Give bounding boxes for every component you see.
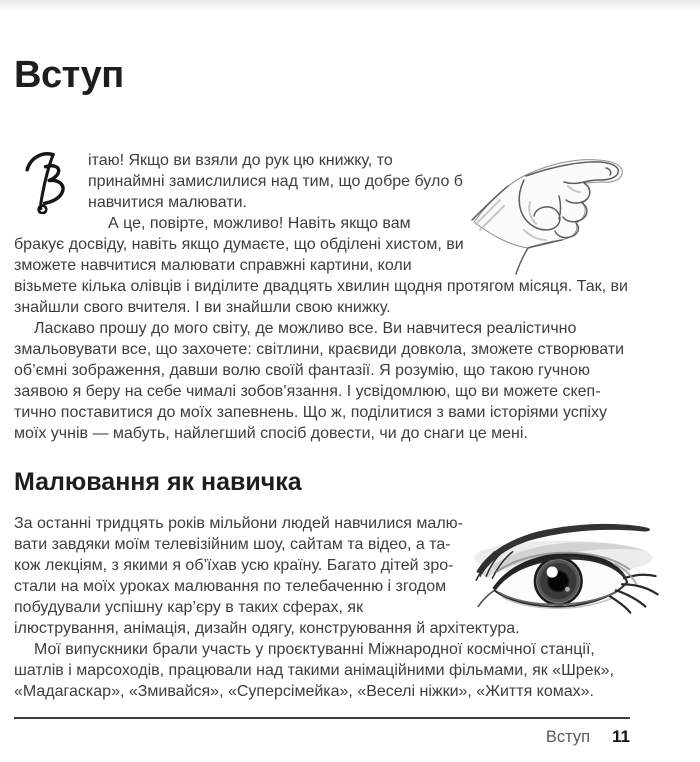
footer-page-number: 11 (612, 727, 630, 746)
page-footer (14, 717, 630, 747)
intro-paragraph-2: А це, повірте, можливо! Навіть якщо вам бракує досвіду, навіть якщо думаєте, що обділені хистом, ви зможете навчитися малювати справжні картини, коли візьмете кілька олівців і виділите двадцять хвилин щодня протягом місяця. Так, ви знайшли свого вчителя. І ви знайшли свою книжку. (14, 215, 628, 316)
section-heading: Малювання як навичка (14, 468, 302, 496)
eye-icon (462, 513, 690, 625)
skill-section (14, 513, 634, 702)
intro-paragraph-3: Ласкаво прошу до мого світу, де можливо все. Ви навчитеся реалістично змальовувати все, що захочете: світлини, краєвиди довкола, зможете створювати об’ємні зображення, давши волю своїй фантазії. Я розумію, що такою гучною заявою я беру на себе чималі зобов’язання. І усвідомлюю, що ви можете скептично поставитися до моїх запевнень. Що ж, поділитися з вами історіями успіху моїх учнів — мабуть, найлегший спосіб довести, чи до снаги це мені. (14, 320, 625, 442)
skill-paragraph-1: За останні тридцять років мільйони людей навчилися малювати завдяки моїм телевізійним шоу, сайтам та відео, а також лекціям, з якими я об’їхав усю країну. Багато дітей зростали на моїх уроках малювання по телебаченню і згодом побудували успішну кар’єру в таких сферах, як ілюстрування, анімація, дизайн одягу, конструювання й архітектура. (14, 515, 520, 637)
pointing-hand-icon (464, 146, 634, 278)
page-title: Вступ (14, 54, 124, 96)
intro-section (14, 150, 634, 444)
dropcap-letter-v (14, 150, 88, 214)
footer-section-label: Вступ (545, 728, 591, 746)
intro-paragraph-1: ітаю! Якщо ви взяли до рук цю книжку, то принаймні замислилися над тим, що добре було б навчитися малювати. (88, 152, 463, 211)
skill-paragraph-2: Мої випускники брали участь у проєктуванні Міжнародної космічної станції, шатлів і марсоходів, працювали над такими анімаційними фільмами, як «Шрек», «Мадагаскар», «Змивайся», «Суперсімейка», «Веселі ніжки», «Життя комах». (14, 641, 614, 700)
dropcap-icon (14, 150, 80, 214)
eye-illustration (464, 513, 634, 618)
pointing-hand-illustration (464, 150, 634, 276)
